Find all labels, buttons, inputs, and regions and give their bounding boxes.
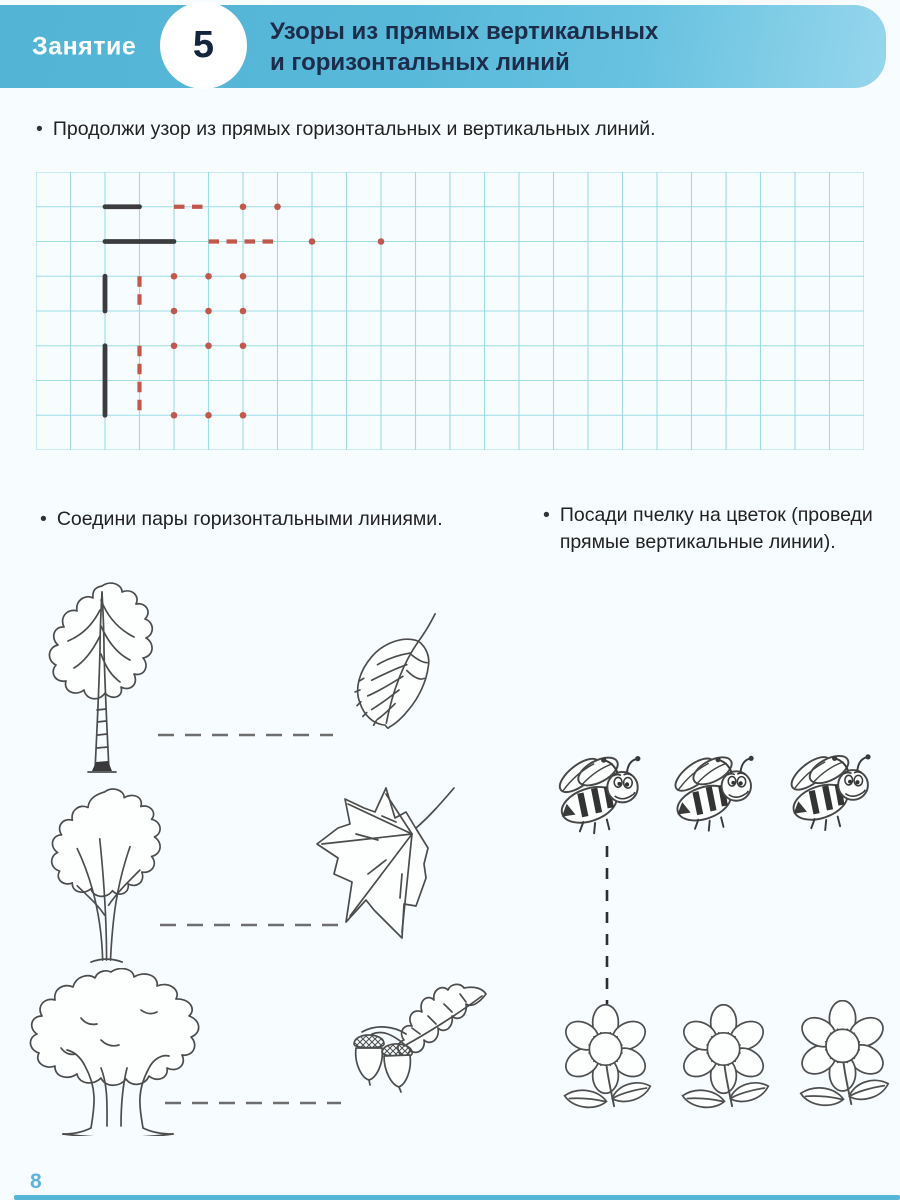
flower-illustration-2	[674, 1004, 774, 1114]
bullet: •	[36, 118, 43, 140]
connector-line-maple	[160, 922, 338, 928]
oak-leaf-with-acorns-illustration	[342, 982, 492, 1102]
bullet: •	[40, 508, 47, 530]
bullet: •	[543, 504, 550, 526]
bee-to-flower-dashed-line	[603, 846, 611, 1006]
lesson-number-badge	[160, 2, 247, 89]
flower-illustration-3	[792, 1000, 894, 1112]
bee-illustration-3	[782, 748, 878, 842]
bee-illustration-1	[550, 750, 648, 845]
lesson-label: Занятие	[32, 32, 137, 60]
connector-line-birch	[158, 732, 333, 738]
task-connect-pairs-text: Соедини пары горизонтальными линиями.	[56, 508, 443, 530]
pattern-grid	[36, 172, 864, 450]
lesson-number: 5	[192, 24, 215, 66]
oak-tree-illustration	[20, 968, 212, 1136]
task-connect-pairs	[40, 506, 520, 533]
flower-illustration-1	[556, 1004, 656, 1114]
bee-illustration-2	[666, 750, 761, 842]
birch-leaf-illustration	[344, 610, 452, 732]
footer-bar	[14, 1195, 900, 1200]
lesson-header-bar	[0, 5, 886, 88]
page-number: 8	[30, 1170, 42, 1193]
page-title-line1: Узоры из прямых вертикальных	[270, 18, 659, 45]
connector-line-oak	[165, 1100, 341, 1106]
task-bee-flower	[543, 502, 888, 556]
birch-tree-illustration	[42, 580, 162, 775]
task-continue-pattern-text: Продолжи узор из прямых горизонтальных и вертикальных линий.	[52, 118, 656, 140]
task-continue-pattern	[36, 116, 696, 143]
page-title-line2: и горизонтальных линий	[270, 49, 570, 76]
page-title	[270, 16, 658, 78]
task-bee-flower-text: Посади пчелку на цветок (проведи прямые вертикальные линии).	[559, 504, 873, 553]
maple-tree-illustration	[44, 786, 176, 966]
